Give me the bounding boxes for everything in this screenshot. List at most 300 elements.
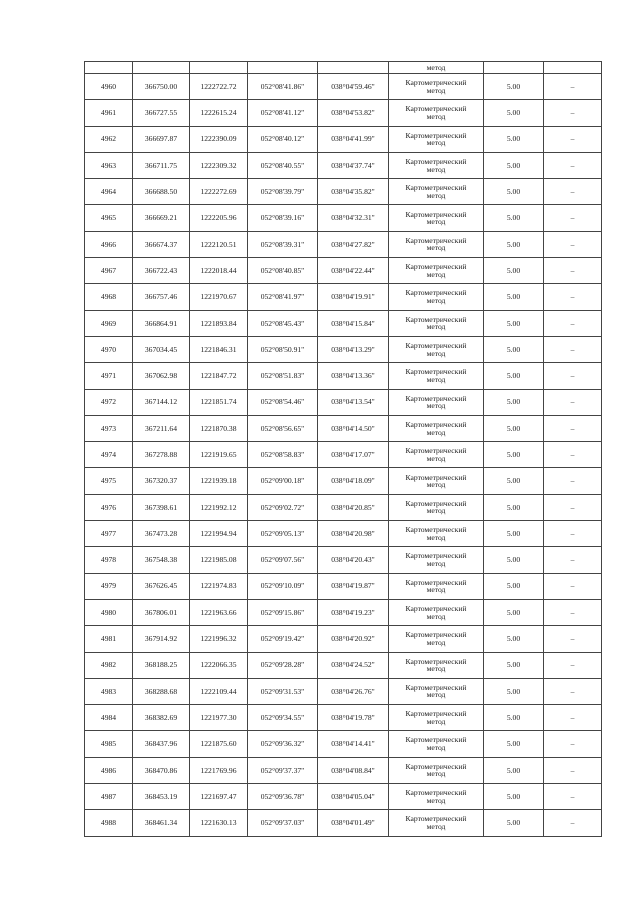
cell-method (389, 757, 484, 783)
cell-latitude: 052°09'34.55" (248, 705, 318, 731)
table-row (85, 784, 602, 810)
table-row (85, 652, 602, 678)
cell-latitude: 052°08'40.12" (248, 126, 318, 152)
cell-note: – (544, 494, 602, 520)
method-line-2: метод (426, 453, 446, 463)
cell-latitude: 052°08'41.86" (248, 74, 318, 100)
cell-point-number: 4981 (85, 626, 133, 652)
cell-accuracy: 5.00 (484, 547, 544, 573)
cell-note: – (544, 652, 602, 678)
cell-accuracy: 5.00 (484, 284, 544, 310)
cell-latitude: 052°08'40.85" (248, 258, 318, 284)
cell-point-number: 4972 (85, 389, 133, 415)
cell-latitude: 052°08'39.16" (248, 205, 318, 231)
cell-latitude: 052°08'39.79" (248, 179, 318, 205)
cell-note: – (544, 258, 602, 284)
cell-longitude: 038°04'08.84" (318, 757, 389, 783)
cell-longitude: 038°04'13.36" (318, 363, 389, 389)
cell-latitude: 052°09'02.72" (248, 494, 318, 520)
cell-accuracy: 5.00 (484, 521, 544, 547)
cell-longitude: 038°04'18.09" (318, 468, 389, 494)
table-row (85, 705, 602, 731)
cell-latitude: 052°09'36.32" (248, 731, 318, 757)
cell-y: 1221992.12 (190, 494, 248, 520)
cell-accuracy: 5.00 (484, 442, 544, 468)
cell-accuracy: 5.00 (484, 179, 544, 205)
cell-note: – (544, 784, 602, 810)
cell-point-number: 4988 (85, 810, 133, 836)
cell-note: – (544, 442, 602, 468)
cell-method (389, 100, 484, 126)
cell-x: 366722.43 (133, 258, 190, 284)
cell-y: 1221846.31 (190, 336, 248, 362)
cell-point-number: 4980 (85, 599, 133, 625)
cell-x: 367548.38 (133, 547, 190, 573)
cell-accuracy: 5.00 (484, 336, 544, 362)
method-line-1: Картометрический (405, 419, 467, 429)
cell-y: 1221985.08 (190, 547, 248, 573)
cell-accuracy: 5.00 (484, 363, 544, 389)
cell-x: 367144.12 (133, 389, 190, 415)
cell-point-number: 4967 (85, 258, 133, 284)
table-row (85, 678, 602, 704)
cell-longitude: 038°04'19.87" (318, 573, 389, 599)
table-row (85, 573, 602, 599)
method-line-1: Картометрический (405, 814, 467, 824)
cell-point-number: 4965 (85, 205, 133, 231)
cell-y: 1221875.60 (190, 731, 248, 757)
cell-note: – (544, 310, 602, 336)
cell-method (389, 442, 484, 468)
cell-note: – (544, 152, 602, 178)
cell-empty (133, 62, 190, 74)
cell-point-number: 4985 (85, 731, 133, 757)
cell-latitude: 052°09'37.03" (248, 810, 318, 836)
cell-longitude: 038°04'17.07" (318, 442, 389, 468)
cell-method (389, 599, 484, 625)
cell-longitude: 038°04'26.76" (318, 678, 389, 704)
cell-note: – (544, 389, 602, 415)
table-row (85, 126, 602, 152)
method-line-2: метод (426, 716, 446, 726)
method-line-1: Картометрический (405, 735, 467, 745)
cell-y: 1222272.69 (190, 179, 248, 205)
cell-accuracy: 5.00 (484, 678, 544, 704)
cell-point-number: 4962 (85, 126, 133, 152)
cell-empty (85, 62, 133, 74)
cell-accuracy: 5.00 (484, 126, 544, 152)
table-row (85, 74, 602, 100)
cell-y: 1222018.44 (190, 258, 248, 284)
cell-note: – (544, 363, 602, 389)
cell-accuracy: 5.00 (484, 810, 544, 836)
method-line-1: Картометрический (405, 472, 467, 482)
cell-method (389, 126, 484, 152)
cell-longitude: 038°04'20.98" (318, 521, 389, 547)
method-line-2: метод (426, 637, 446, 647)
table-row (85, 152, 602, 178)
cell-note: – (544, 731, 602, 757)
cell-method (389, 389, 484, 415)
cell-point-number: 4961 (85, 100, 133, 126)
cell-y: 1222390.09 (190, 126, 248, 152)
cell-longitude: 038°04'13.54" (318, 389, 389, 415)
cell-accuracy: 5.00 (484, 415, 544, 441)
method-line-2: метод (426, 374, 446, 384)
cell-latitude: 052°09'15.86" (248, 599, 318, 625)
cell-method (389, 573, 484, 599)
method-line-2: метод (426, 585, 446, 595)
method-line-1: Картометрический (405, 393, 467, 403)
cell-longitude: 038°04'53.82" (318, 100, 389, 126)
cell-x: 367034.45 (133, 336, 190, 362)
cell-y: 1221970.67 (190, 284, 248, 310)
cell-method (389, 731, 484, 757)
cell-y: 1222120.51 (190, 231, 248, 257)
table-row (85, 389, 602, 415)
cell-latitude: 052°09'19.42" (248, 626, 318, 652)
cell-longitude: 038°04'59.46" (318, 74, 389, 100)
cell-note: – (544, 599, 602, 625)
cell-method (389, 468, 484, 494)
cell-y: 1221974.83 (190, 573, 248, 599)
cell-method (389, 179, 484, 205)
table-row (85, 521, 602, 547)
cell-latitude: 052°08'56.65" (248, 415, 318, 441)
cell-latitude: 052°08'58.83" (248, 442, 318, 468)
cell-longitude: 038°04'13.29" (318, 336, 389, 362)
cell-x: 368188.25 (133, 652, 190, 678)
cell-method (389, 494, 484, 520)
method-line-2: метод (426, 558, 446, 568)
cell-method (389, 152, 484, 178)
method-line-2: метод (426, 217, 446, 227)
cell-accuracy: 5.00 (484, 494, 544, 520)
method-line-2: метод (426, 164, 446, 174)
cell-point-number: 4960 (85, 74, 133, 100)
cell-longitude: 038°04'35.82" (318, 179, 389, 205)
cell-longitude: 038°04'19.78" (318, 705, 389, 731)
table-row (85, 442, 602, 468)
cell-note: – (544, 678, 602, 704)
table-body (85, 62, 602, 837)
cell-y: 1221996.32 (190, 626, 248, 652)
cell-point-number: 4977 (85, 521, 133, 547)
cell-longitude: 038°04'20.92" (318, 626, 389, 652)
method-line-1: Картометрический (405, 235, 467, 245)
cell-accuracy: 5.00 (484, 205, 544, 231)
cell-note: – (544, 521, 602, 547)
cell-point-number: 4979 (85, 573, 133, 599)
cell-method (389, 810, 484, 836)
cell-point-number: 4973 (85, 415, 133, 441)
table-row (85, 205, 602, 231)
cell-latitude: 052°08'40.55" (248, 152, 318, 178)
cell-x: 366688.50 (133, 179, 190, 205)
cell-x: 368461.34 (133, 810, 190, 836)
table-row (85, 284, 602, 310)
cell-accuracy: 5.00 (484, 152, 544, 178)
cell-method (389, 547, 484, 573)
method-line-1: Картометрический (405, 656, 467, 666)
cell-x: 368453.19 (133, 784, 190, 810)
table-row (85, 626, 602, 652)
cell-longitude: 038°04'05.04" (318, 784, 389, 810)
cell-accuracy: 5.00 (484, 705, 544, 731)
cell-latitude: 052°09'00.18" (248, 468, 318, 494)
cell-latitude: 052°09'37.37" (248, 757, 318, 783)
method-line-1: Картометрический (405, 156, 467, 166)
cell-note: – (544, 705, 602, 731)
cell-longitude: 038°04'01.49" (318, 810, 389, 836)
cell-x: 366674.37 (133, 231, 190, 257)
cell-point-number: 4986 (85, 757, 133, 783)
cell-method (389, 310, 484, 336)
cell-latitude: 052°08'41.12" (248, 100, 318, 126)
cell-latitude: 052°09'28.28" (248, 652, 318, 678)
cell-y: 1222722.72 (190, 74, 248, 100)
cell-note: – (544, 810, 602, 836)
cell-longitude: 038°04'14.50" (318, 415, 389, 441)
cell-y: 1221851.74 (190, 389, 248, 415)
method-line-1: Картометрический (405, 446, 467, 456)
cell-longitude: 038°04'22.44" (318, 258, 389, 284)
method-line-1: Картометрический (405, 78, 467, 88)
cell-point-number: 4968 (85, 284, 133, 310)
cell-x: 368382.69 (133, 705, 190, 731)
method-line-2: метод (426, 821, 446, 831)
cell-longitude: 038°04'20.43" (318, 547, 389, 573)
cell-longitude: 038°04'32.31" (318, 205, 389, 231)
method-line-1: Картометрический (405, 525, 467, 535)
cell-method-continuation: метод (389, 62, 484, 74)
cell-accuracy: 5.00 (484, 231, 544, 257)
cell-empty (544, 62, 602, 74)
cell-y: 1221697.47 (190, 784, 248, 810)
method-line-1: Картометрический (405, 709, 467, 719)
cell-method (389, 284, 484, 310)
method-line-2: метод (426, 769, 446, 779)
method-line-2: метод (426, 111, 446, 121)
method-line-2: метод (426, 401, 446, 411)
method-line-1: Картометрический (405, 682, 467, 692)
cell-latitude: 052°08'50.91" (248, 336, 318, 362)
cell-method (389, 258, 484, 284)
cell-y: 1222066.35 (190, 652, 248, 678)
cell-latitude: 052°08'45.43" (248, 310, 318, 336)
method-line-1: Картометрический (405, 183, 467, 193)
method-line-2: метод (426, 243, 446, 253)
method-line-2: метод (426, 664, 446, 674)
cell-point-number: 4975 (85, 468, 133, 494)
cell-method (389, 231, 484, 257)
cell-x: 366669.21 (133, 205, 190, 231)
method-line-2: метод (426, 190, 446, 200)
cell-y: 1221630.13 (190, 810, 248, 836)
cell-y: 1221919.65 (190, 442, 248, 468)
method-line-2: метод (426, 743, 446, 753)
method-line-2: метод (426, 611, 446, 621)
method-line-1: Картометрический (405, 314, 467, 324)
cell-point-number: 4983 (85, 678, 133, 704)
cell-y: 1221893.84 (190, 310, 248, 336)
cell-longitude: 038°04'41.99" (318, 126, 389, 152)
table-row (85, 310, 602, 336)
method-line-1: Картометрический (405, 209, 467, 219)
cell-x: 366711.75 (133, 152, 190, 178)
cell-accuracy: 5.00 (484, 468, 544, 494)
cell-empty (190, 62, 248, 74)
cell-y: 1221977.30 (190, 705, 248, 731)
method-line-1: Картометрический (405, 577, 467, 587)
cell-x: 367806.01 (133, 599, 190, 625)
method-line-1: Картометрический (405, 262, 467, 272)
cell-x: 367473.28 (133, 521, 190, 547)
cell-point-number: 4984 (85, 705, 133, 731)
cell-accuracy: 5.00 (484, 573, 544, 599)
cell-y: 1221963.66 (190, 599, 248, 625)
cell-note: – (544, 468, 602, 494)
cell-method (389, 784, 484, 810)
table-row (85, 336, 602, 362)
method-line-2: метод (426, 348, 446, 358)
cell-longitude: 038°04'27.82" (318, 231, 389, 257)
cell-empty (484, 62, 544, 74)
cell-latitude: 052°09'31.53" (248, 678, 318, 704)
cell-point-number: 4982 (85, 652, 133, 678)
cell-accuracy: 5.00 (484, 626, 544, 652)
cell-point-number: 4970 (85, 336, 133, 362)
cell-note: – (544, 336, 602, 362)
cell-note: – (544, 231, 602, 257)
cell-x: 367062.98 (133, 363, 190, 389)
cell-x: 367626.45 (133, 573, 190, 599)
cell-accuracy: 5.00 (484, 258, 544, 284)
cell-point-number: 4971 (85, 363, 133, 389)
cell-accuracy: 5.00 (484, 731, 544, 757)
cell-x: 366864.91 (133, 310, 190, 336)
cell-longitude: 038°04'37.74" (318, 152, 389, 178)
method-line-2: метод (426, 690, 446, 700)
cell-longitude: 038°04'24.52" (318, 652, 389, 678)
method-line-2: метод (426, 427, 446, 437)
cell-accuracy: 5.00 (484, 757, 544, 783)
cell-x: 366697.87 (133, 126, 190, 152)
cell-y: 1222205.96 (190, 205, 248, 231)
cell-note: – (544, 573, 602, 599)
table-row-continuation (85, 62, 602, 74)
cell-note: – (544, 284, 602, 310)
method-line-1: Картометрический (405, 130, 467, 140)
method-line-1: Картометрический (405, 367, 467, 377)
cell-method (389, 415, 484, 441)
cell-method (389, 205, 484, 231)
cell-longitude: 038°04'19.23" (318, 599, 389, 625)
method-line-2: метод (426, 506, 446, 516)
cell-note: – (544, 179, 602, 205)
cell-accuracy: 5.00 (484, 784, 544, 810)
table-row (85, 100, 602, 126)
cell-accuracy: 5.00 (484, 100, 544, 126)
cell-latitude: 052°09'05.13" (248, 521, 318, 547)
method-line-2: метод (426, 532, 446, 542)
method-line-1: Картометрический (405, 603, 467, 613)
cell-point-number: 4963 (85, 152, 133, 178)
table-row (85, 415, 602, 441)
cell-point-number: 4974 (85, 442, 133, 468)
cell-latitude: 052°09'36.78" (248, 784, 318, 810)
table-row (85, 731, 602, 757)
method-line-1: Картометрический (405, 498, 467, 508)
method-line-2: метод (426, 296, 446, 306)
cell-latitude: 052°09'10.09" (248, 573, 318, 599)
cell-empty (248, 62, 318, 74)
table-row (85, 810, 602, 836)
cell-method (389, 705, 484, 731)
cell-latitude: 052°09'07.56" (248, 547, 318, 573)
cell-x: 368437.96 (133, 731, 190, 757)
cell-longitude: 038°04'14.41" (318, 731, 389, 757)
cell-method (389, 363, 484, 389)
cell-note: – (544, 100, 602, 126)
cell-method (389, 626, 484, 652)
cell-accuracy: 5.00 (484, 310, 544, 336)
cell-longitude: 038°04'15.84" (318, 310, 389, 336)
coordinates-table (84, 61, 602, 837)
cell-longitude: 038°04'20.85" (318, 494, 389, 520)
method-line-1: Картометрический (405, 288, 467, 298)
cell-longitude: 038°04'19.91" (318, 284, 389, 310)
cell-x: 366757.46 (133, 284, 190, 310)
table-row (85, 757, 602, 783)
cell-x: 366727.55 (133, 100, 190, 126)
cell-y: 1221994.94 (190, 521, 248, 547)
cell-method (389, 336, 484, 362)
cell-note: – (544, 74, 602, 100)
cell-method (389, 74, 484, 100)
method-line-2: метод (426, 85, 446, 95)
method-line-1: Картометрический (405, 341, 467, 351)
table-row (85, 494, 602, 520)
method-line-2: метод (426, 138, 446, 148)
cell-latitude: 052°08'39.31" (248, 231, 318, 257)
cell-y: 1222109.44 (190, 678, 248, 704)
cell-accuracy: 5.00 (484, 389, 544, 415)
cell-method (389, 521, 484, 547)
cell-point-number: 4969 (85, 310, 133, 336)
cell-method (389, 652, 484, 678)
table-row (85, 599, 602, 625)
cell-note: – (544, 415, 602, 441)
cell-latitude: 052°08'54.46" (248, 389, 318, 415)
cell-note: – (544, 126, 602, 152)
method-line-1: Картометрический (405, 551, 467, 561)
cell-point-number: 4987 (85, 784, 133, 810)
table-row (85, 363, 602, 389)
cell-accuracy: 5.00 (484, 652, 544, 678)
method-line-1: Картометрический (405, 630, 467, 640)
cell-accuracy: 5.00 (484, 599, 544, 625)
cell-latitude: 052°08'41.97" (248, 284, 318, 310)
cell-empty (318, 62, 389, 74)
cell-point-number: 4976 (85, 494, 133, 520)
cell-note: – (544, 757, 602, 783)
cell-latitude: 052°08'51.83" (248, 363, 318, 389)
cell-x: 368470.86 (133, 757, 190, 783)
cell-y: 1222309.32 (190, 152, 248, 178)
cell-point-number: 4964 (85, 179, 133, 205)
cell-x: 367278.88 (133, 442, 190, 468)
